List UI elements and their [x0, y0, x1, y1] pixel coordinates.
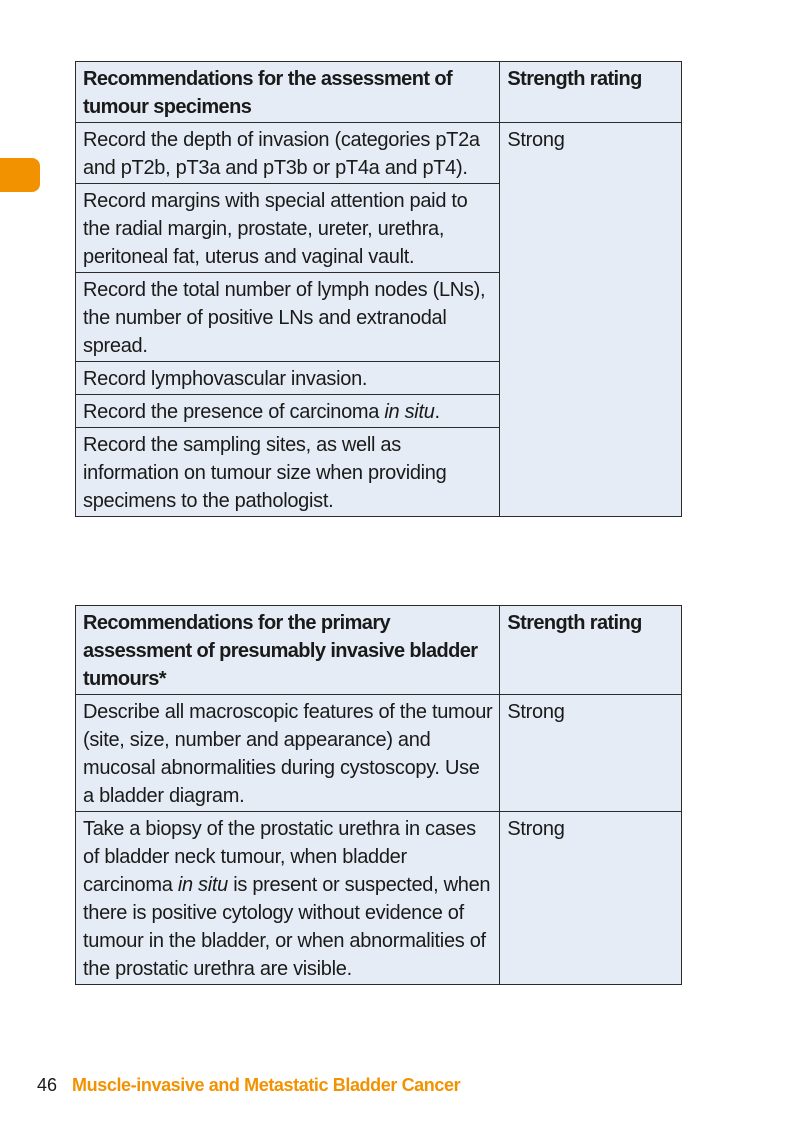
invasive-tumour-assessment-table — [75, 605, 682, 985]
recommendation-text: Take a biopsy of the prostatic urethra in cases of bladder neck tumour, when bladder carcinoma — [83, 818, 476, 896]
recommendation-text-end: is present or suspected, when there is positive cytology without evidence of tumour in the bladder, or when abnormalities of the prostatic urethra are visible. — [83, 874, 491, 980]
header-recommendations: Recommendations for the primary assessment of presumably invasive bladder tumours* — [76, 606, 500, 695]
recommendation-italic-term: in situ — [177, 874, 228, 896]
recommendation-cell — [76, 395, 500, 428]
strength-rating-cell: Strong — [500, 812, 682, 985]
strength-rating-cell: Strong — [500, 123, 682, 517]
recommendation-cell: Record lymphovascular invasion. — [76, 362, 500, 395]
page-footer — [37, 1074, 460, 1096]
recommendation-cell: Record the total number of lymph nodes (LNs), the number of positive LNs and extranodal spread. — [76, 273, 500, 362]
recommendation-cell: Describe all macroscopic features of the tumour (site, size, number and appearance) and mucosal abnormalities during cystoscopy. Use a bladder diagram. — [76, 695, 500, 812]
table-header-row — [76, 62, 682, 123]
recommendation-italic-term: in situ — [384, 401, 435, 423]
tumour-specimen-recommendations-table — [75, 61, 682, 517]
footer-title: Muscle-invasive and Metastatic Bladder Cancer — [72, 1075, 461, 1095]
header-strength-rating: Strength rating — [500, 62, 682, 123]
recommendation-text-end: . — [434, 401, 440, 423]
table-row — [76, 695, 682, 812]
strength-rating-cell: Strong — [500, 695, 682, 812]
recommendation-text: Record the presence of carcinoma — [83, 401, 385, 423]
table-row — [76, 812, 682, 985]
recommendation-cell: Record the sampling sites, as well as information on tumour size when providing specimens to the pathologist. — [76, 428, 500, 517]
page-number: 46 — [37, 1075, 58, 1095]
section-tab-marker — [0, 158, 40, 192]
header-strength-rating: Strength rating — [500, 606, 682, 695]
recommendation-cell: Record margins with special attention paid to the radial margin, prostate, ureter, urethra, peritoneal fat, uterus and vaginal vault. — [76, 184, 500, 273]
recommendation-cell — [76, 812, 500, 985]
recommendation-cell: Record the depth of invasion (categories pT2a and pT2b, pT3a and pT3b or pT4a and pT4). — [76, 123, 500, 184]
table-row — [76, 123, 682, 184]
header-recommendations: Recommendations for the assessment of tumour specimens — [76, 62, 500, 123]
table-header-row — [76, 606, 682, 695]
